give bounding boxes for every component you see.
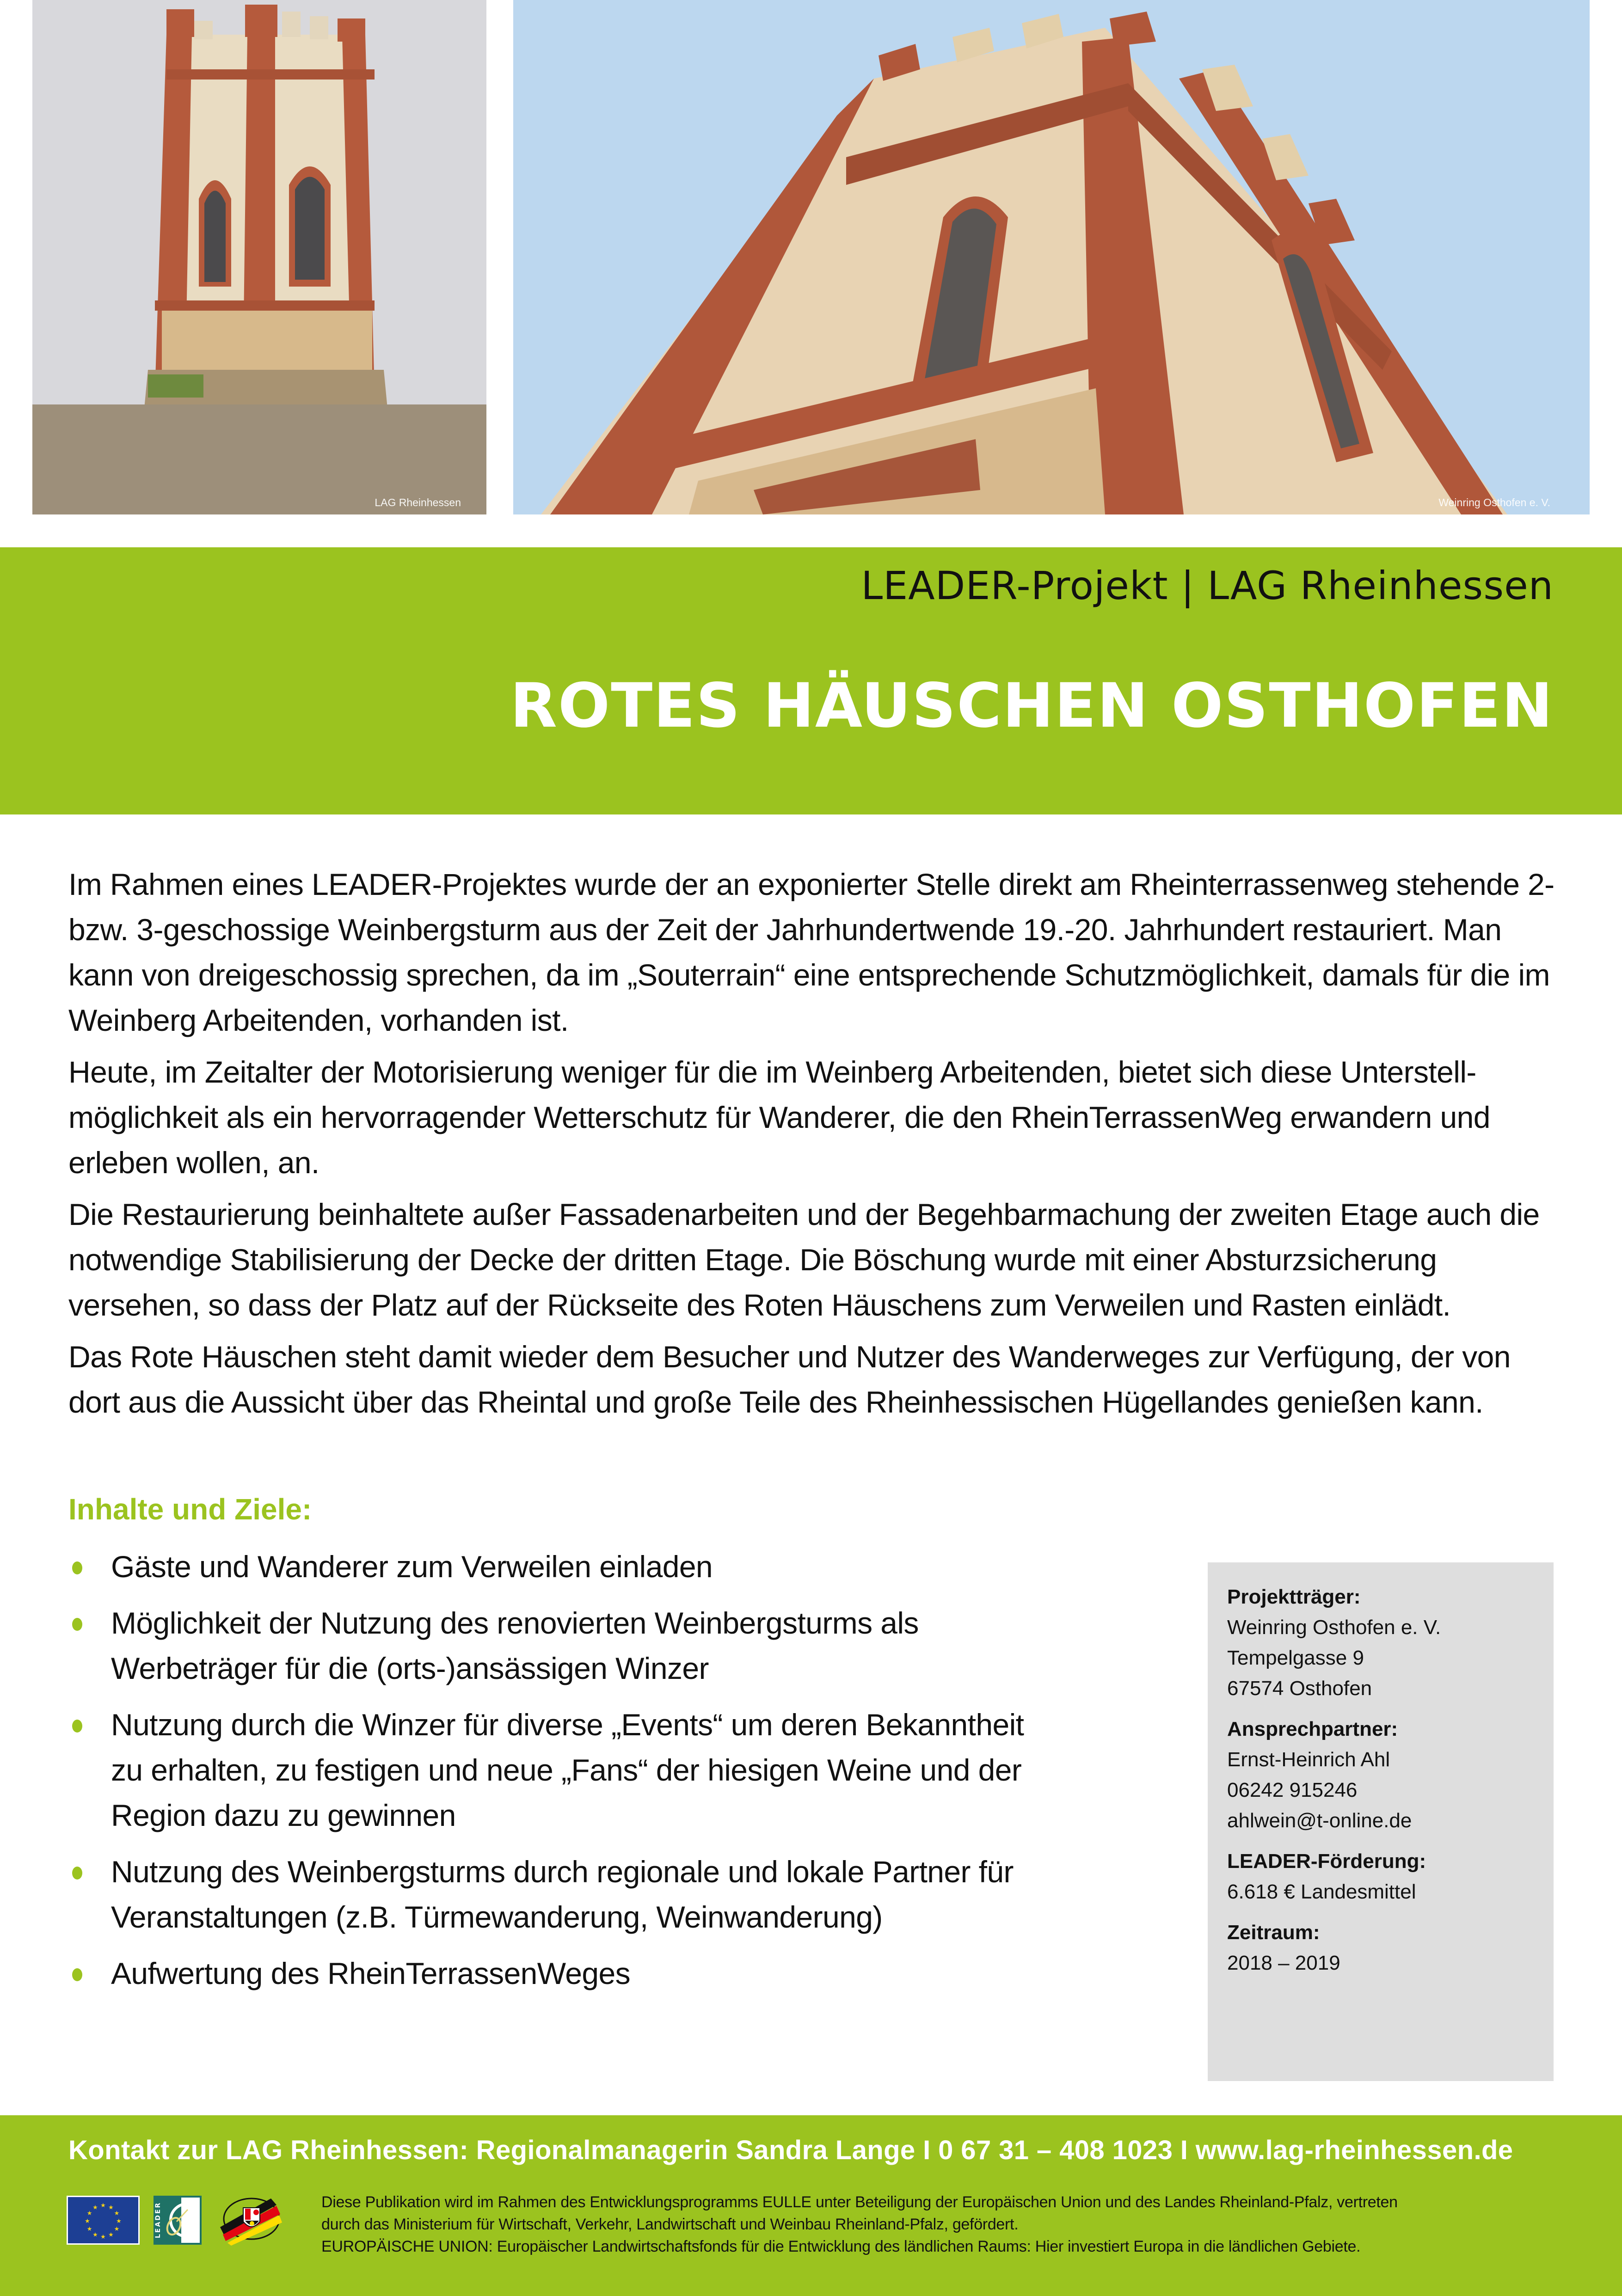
disclaimer-line: EUROPÄISCHE UNION: Europäischer Landwirtschaftsfonds für die Entwicklung des ländlichen Raums: Hier investiert Europa in die ländlichen Gebiete.: [321, 2238, 1361, 2255]
eu-star-icon: ★: [114, 2226, 120, 2233]
photo-credit-left: LAG Rheinhessen: [375, 496, 461, 508]
eu-star-icon: ★: [116, 2218, 122, 2225]
goal-text: Nutzung durch die Winzer für diverse „Events“ um deren Bekanntheit zu erhalten, zu festigen und neue „Fans“ der hiesigen Weine und der Region dazu zu gewinnen: [111, 1708, 1024, 1832]
footer-disclaimer: [321, 2191, 1570, 2258]
eu-star-icon: ★: [114, 2210, 120, 2217]
info-line: Ernst-Heinrich Ahl: [1227, 1748, 1390, 1771]
eu-star-icon: ★: [86, 2210, 92, 2217]
eu-star-icon: ★: [100, 2202, 106, 2209]
bullet-icon: [72, 1618, 82, 1631]
eu-star-icon: ★: [85, 2218, 90, 2225]
eu-star-icon: ★: [92, 2231, 98, 2239]
disclaimer-line: durch das Ministerium für Wirtschaft, Verkehr, Landwirtschaft und Weinbau Rheinland-Pfalz, gefördert.: [321, 2216, 1019, 2233]
goal-text: Aufwertung des RheinTerrassenWeges: [111, 1956, 630, 1990]
info-line: 6.618 € Landesmittel: [1227, 1880, 1416, 1903]
info-label: Projektträger:: [1227, 1586, 1361, 1608]
info-group-period: [1227, 1917, 1534, 1978]
eu-star-icon: ★: [86, 2226, 92, 2233]
disclaimer-line: Diese Publikation wird im Rahmen des Entwicklungsprogramms EULLE unter Beteiligung der Europäischen Union und des Landes Rheinland-Pfalz, vertreten: [321, 2193, 1398, 2211]
project-info-box: [1208, 1562, 1554, 2081]
bullet-icon: [72, 1561, 82, 1574]
leader-logo: [154, 2196, 202, 2245]
goal-item: [68, 1951, 1030, 1996]
info-label: Ansprechpartner:: [1227, 1718, 1398, 1740]
tower-photo-left: [32, 0, 486, 514]
body-paragraph: Im Rahmen eines LEADER-Projektes wurde der an exponierter Stelle direkt am Rheinterrassenweg stehende 2- bzw. 3-geschossige Weinbergsturm aus der Zeit der Jahrhundertwende 19.-20. Jahrhundert restauriert. Man kann von dreigeschossig sprechen, da im „Souterrain“ eine entsprechende Schutzmöglichkeit, damals für die im Weinberg Arbeitenden, vorhanden ist.: [68, 867, 1554, 1037]
page-title: ROTES HÄUSCHEN OSTHOFEN: [510, 670, 1554, 741]
footer-logos: [67, 2195, 285, 2246]
goal-item: [68, 1600, 1030, 1691]
info-line: 67574 Osthofen: [1227, 1677, 1372, 1700]
leader-logo-text: LEADER: [154, 2201, 162, 2238]
eu-flag-logo: [67, 2196, 140, 2245]
body-paragraph: Heute, im Zeitalter der Motorisierung weniger für die im Weinberg Arbeitenden, bietet sich diese Unterstell-möglichkeit als ein hervorragender Wetterschutz für Wanderer, die den RheinTerrassenWeg erwandern und erleben wollen, an.: [68, 1055, 1490, 1180]
goal-text: Gäste und Wanderer zum Verweilen einladen: [111, 1549, 713, 1584]
info-line: 2018 – 2019: [1227, 1952, 1340, 1974]
goal-item: [68, 1544, 1030, 1589]
tower-photo-right: [513, 0, 1590, 514]
goals-heading: Inhalte und Ziele:: [68, 1493, 312, 1526]
goal-text: Möglichkeit der Nutzung des renovierten Weinbergsturms als Werbeträger für die (orts-)ansässigen Winzer: [111, 1606, 919, 1685]
goals-list: [68, 1544, 1030, 2007]
eu-star-icon: ★: [100, 2234, 106, 2241]
bullet-icon: [72, 1867, 82, 1880]
info-group-project-owner: [1227, 1582, 1534, 1704]
body-paragraph: Die Restaurierung beinhaltete außer Fassadenarbeiten und der Begehbarmachung der zweiten Etage auch die notwendige Stabilisierung der Decke der dritten Etage. Die Böschung wurde mit einer Absturzsicherung versehen, so dass der Platz auf der Rückseite des Roten Häuschens zum Verweilen und Rasten einlädt.: [68, 1197, 1540, 1322]
bullet-icon: [72, 1720, 82, 1733]
info-email-link[interactable]: ahlwein@t-online.de: [1227, 1809, 1412, 1832]
info-phone: 06242 915246: [1227, 1779, 1358, 1801]
goal-text: Nutzung des Weinbergsturms durch regionale und lokale Partner für Veranstaltungen (z.B. Türmewanderung, Weinwanderung): [111, 1855, 1014, 1934]
info-line: Tempelgasse 9: [1227, 1647, 1364, 1669]
info-line: Weinring Osthofen e. V.: [1227, 1616, 1441, 1639]
goal-item: [68, 1702, 1030, 1838]
info-label: Zeitraum:: [1227, 1921, 1320, 1944]
body-paragraph: Das Rote Häuschen steht damit wieder dem Besucher und Nutzer des Wanderweges zur Verfügung, der von dort aus die Aussicht über das Rheintal und große Teile des Rheinhessischen Hügellandes genießen kann.: [68, 1340, 1511, 1419]
info-label: LEADER-Förderung:: [1227, 1850, 1426, 1873]
eu-star-icon: ★: [92, 2204, 98, 2211]
rheinland-pfalz-logo: [215, 2195, 285, 2246]
eu-star-icon: ★: [108, 2231, 114, 2239]
info-group-contact: [1227, 1714, 1534, 1836]
goal-item: [68, 1849, 1030, 1940]
info-group-funding: [1227, 1846, 1534, 1907]
body-text: [68, 862, 1557, 1431]
tower-illustration-right: [513, 0, 1590, 514]
header-subtitle: LEADER-Projekt | LAG Rheinhessen: [861, 563, 1554, 608]
footer-contact: Kontakt zur LAG Rheinhessen: Regionalmanagerin Sandra Lange I 0 67 31 – 408 1023 I www.lag-rheinhessen.de: [68, 2135, 1513, 2165]
bullet-icon: [72, 1968, 82, 1981]
photo-credit-right: Weinring Osthofen e. V.: [1438, 496, 1550, 508]
eu-star-icon: ★: [108, 2204, 114, 2211]
tower-illustration-left: [32, 0, 486, 514]
